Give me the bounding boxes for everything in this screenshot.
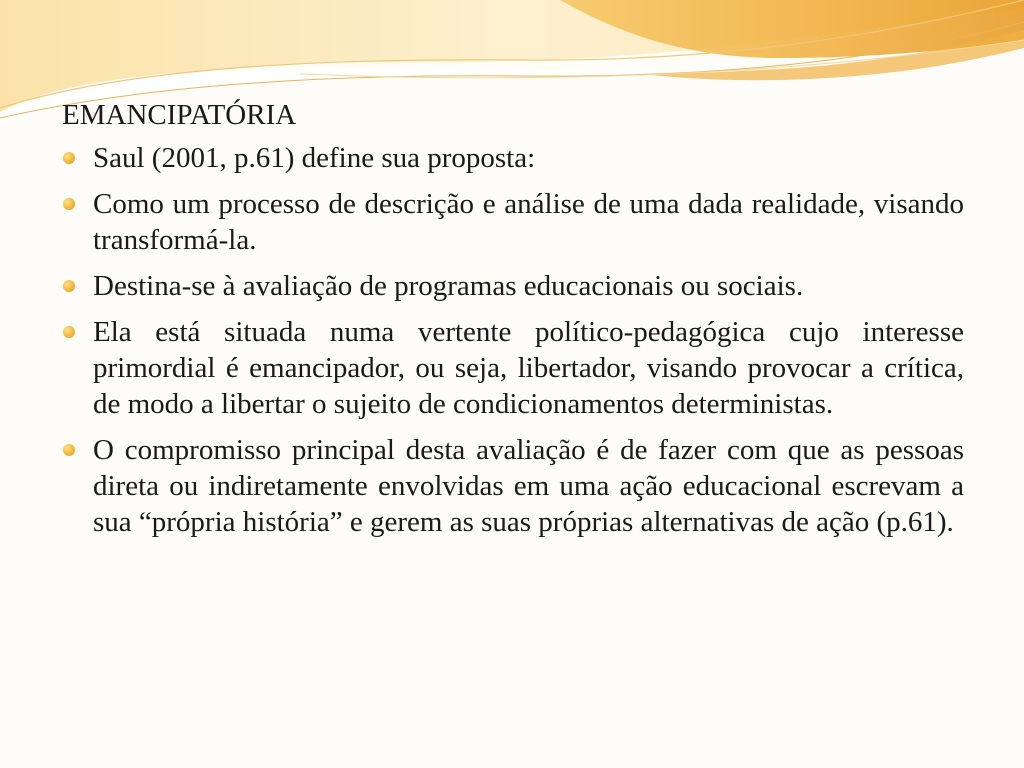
slide-heading: EMANCIPATÓRIA — [62, 99, 297, 131]
bullet-item — [62, 432, 964, 540]
slide-content — [62, 96, 964, 550]
bullet-list — [62, 140, 964, 540]
bullet-item — [62, 268, 964, 304]
bullet-dot-icon — [63, 326, 75, 338]
bullet-dot-icon — [63, 444, 75, 456]
bullet-dot-icon — [63, 198, 75, 210]
bullet-dot-icon — [63, 152, 75, 164]
bullet-text: Como um processo de descrição e análise de uma dada realidade, visando transformá-la. — [93, 188, 964, 256]
bullet-dot-icon — [63, 280, 75, 292]
bullet-text: Saul (2001, p.61) define sua proposta: — [93, 142, 536, 174]
bullet-text: O compromisso principal desta avaliação é de fazer com que as pessoas direta ou indiretamente envolvidas em uma ação educacional escrevam a sua “própria história” e gerem as suas próprias alternativas de ação (p.61). — [93, 434, 964, 538]
bullet-item — [62, 186, 964, 258]
bullet-item — [62, 140, 964, 176]
bullet-item — [62, 314, 964, 422]
bullet-text: Ela está situada numa vertente político-pedagógica cujo interesse primordial é emancipador, ou seja, libertador, visando provocar a crítica, de modo a libertar o sujeito de condicionamentos deterministas. — [93, 316, 964, 420]
bullet-text: Destina-se à avaliação de programas educacionais ou sociais. — [93, 270, 804, 302]
